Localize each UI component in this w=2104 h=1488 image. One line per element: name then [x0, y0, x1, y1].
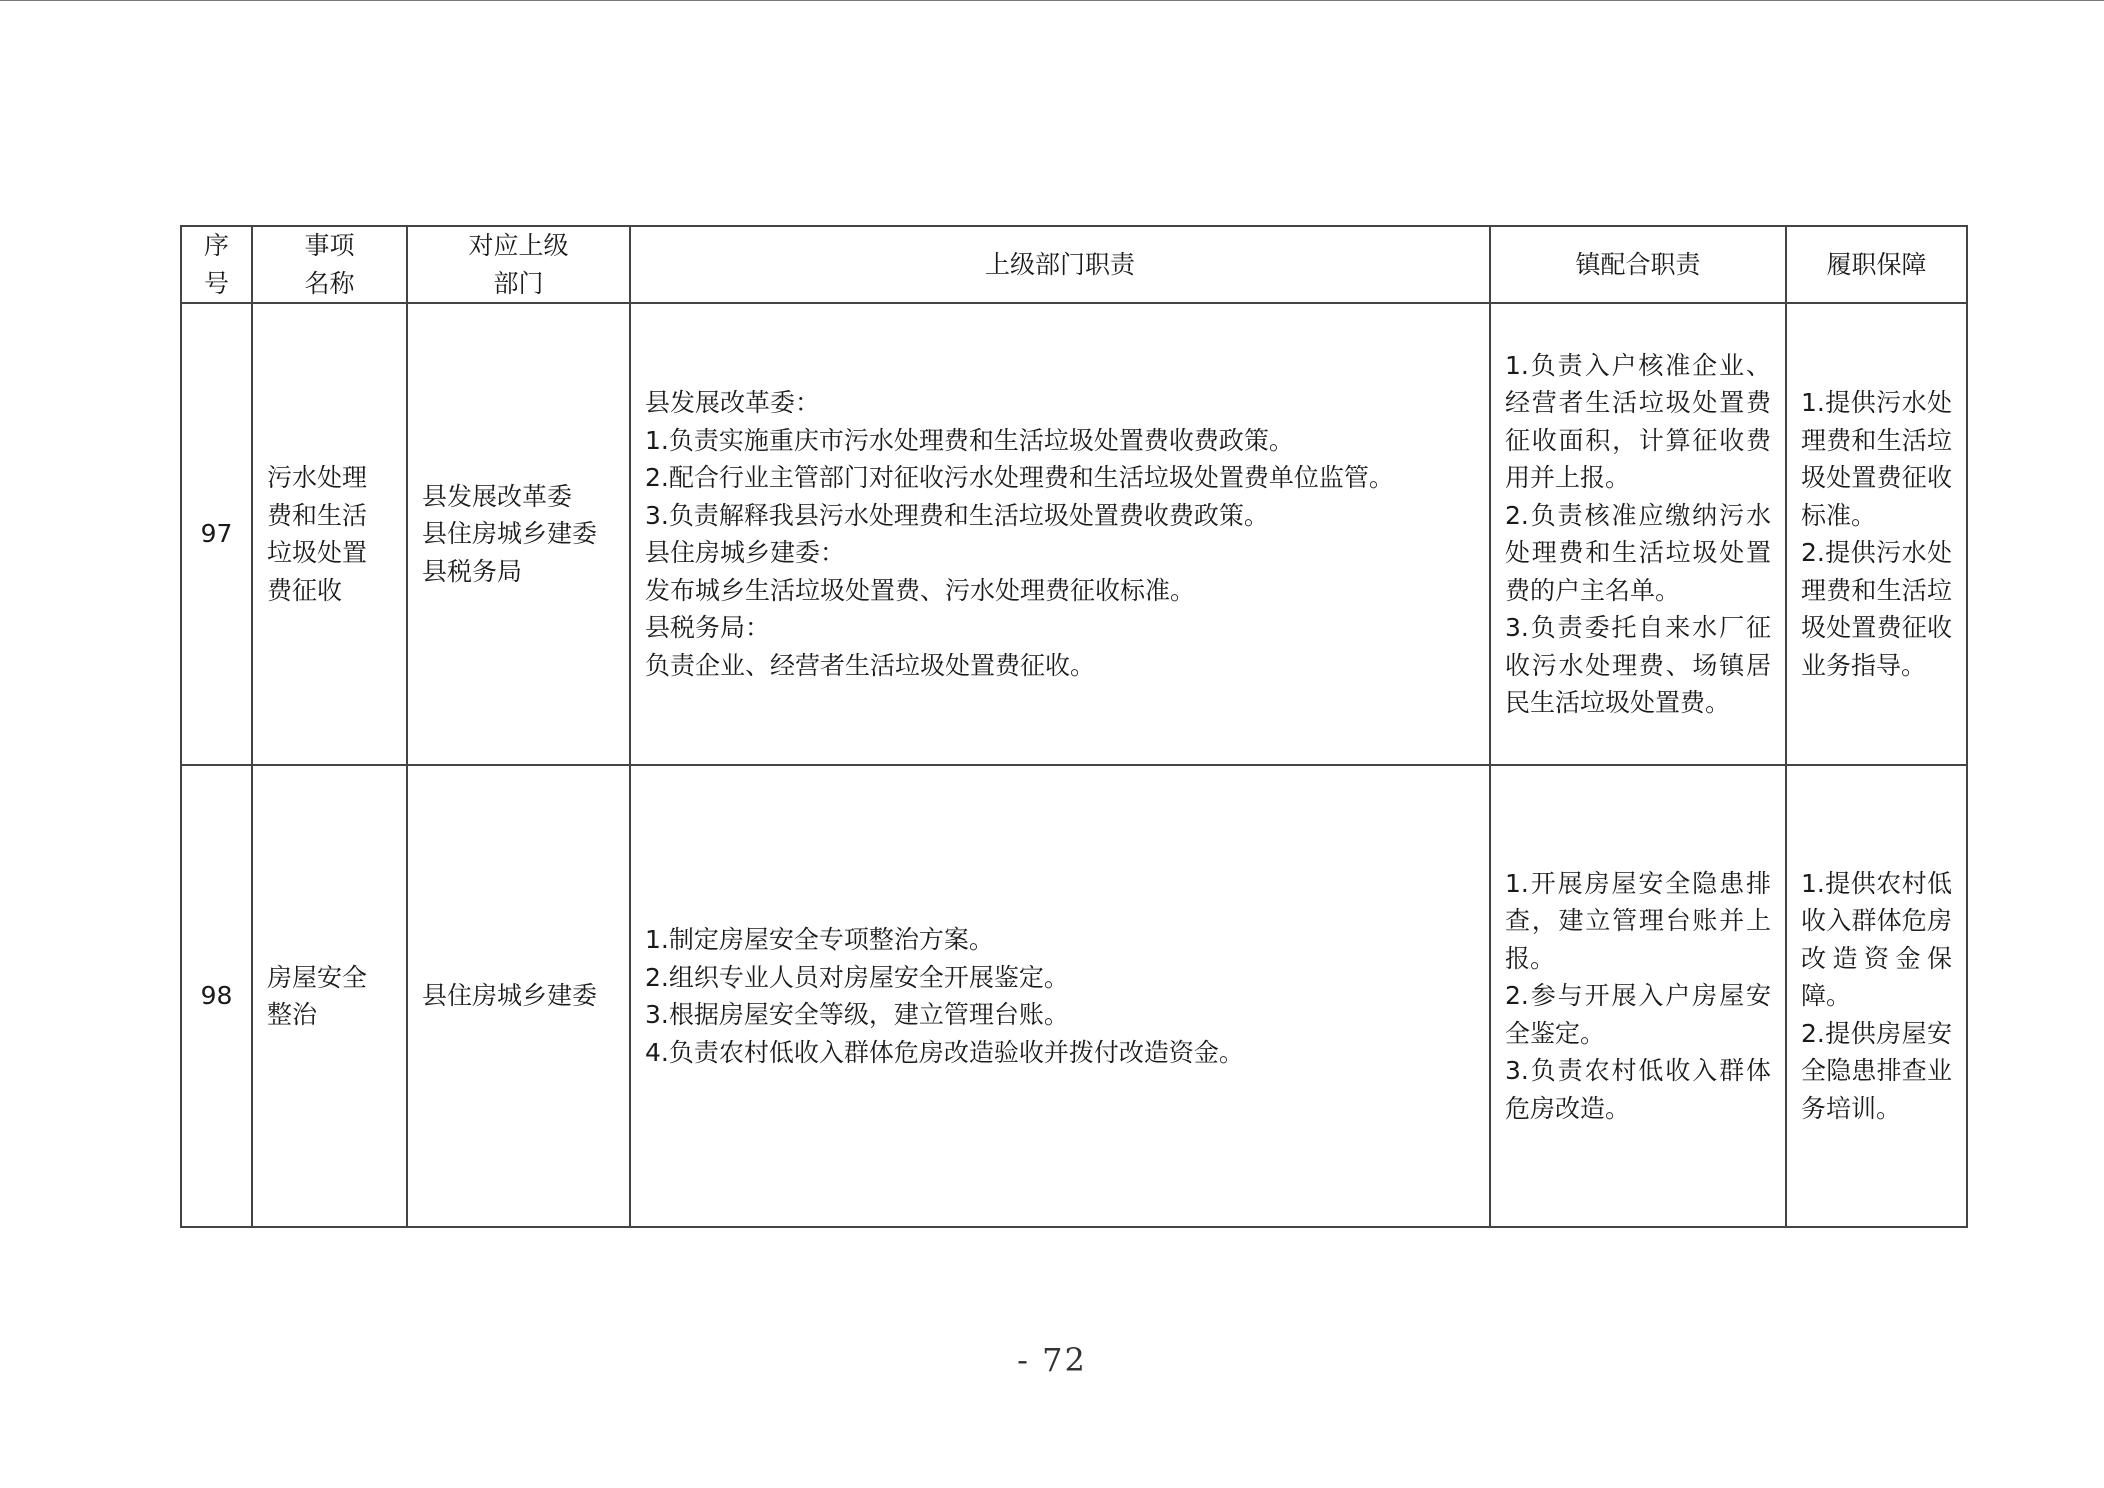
- row-guarantee: 1.提供污水处理费和生活垃圾处置费征收标准。 2.提供污水处理费和生活垃圾处置费征收业务指导。: [1786, 303, 1967, 765]
- table-row: [181, 765, 1967, 1227]
- header-index: 序 号: [181, 226, 252, 303]
- header-town-duties: 镇配合职责: [1490, 226, 1786, 303]
- row-item-name: 房屋安全 整治: [252, 765, 407, 1227]
- page-top-border: [0, 0, 2104, 1]
- row-index: 97: [181, 303, 252, 765]
- row-town-duties: 1.负责入户核准企业、经营者生活垃圾处置费征收面积，计算征收费用并上报。 2.负责核准应缴纳污水处理费和生活垃圾处置费的户主名单。 3.负责委托自来水厂征收污水处理费、场镇居民生活垃圾处置费。: [1490, 303, 1786, 765]
- row-superior-dept: 县住房城乡建委: [407, 765, 630, 1227]
- row-index: 98: [181, 765, 252, 1227]
- page-number: - 72: [1017, 1341, 1087, 1379]
- row-item-name: 污水处理 费和生活 垃圾处置 费征收: [252, 303, 407, 765]
- row-superior-duties: 1.制定房屋安全专项整治方案。 2.组织专业人员对房屋安全开展鉴定。 3.根据房屋安全等级，建立管理台账。 4.负责农村低收入群体危房改造验收并拨付改造资金。: [630, 765, 1490, 1227]
- header-superior-duties: 上级部门职责: [630, 226, 1490, 303]
- table-row: [181, 303, 1967, 765]
- duty-table: [180, 225, 1968, 1228]
- header-superior-dept: 对应上级 部门: [407, 226, 630, 303]
- header-guarantee: 履职保障: [1786, 226, 1967, 303]
- row-superior-duties: 县发展改革委： 1.负责实施重庆市污水处理费和生活垃圾处置费收费政策。 2.配合行业主管部门对征收污水处理费和生活垃圾处置费单位监管。 3.负责解释我县污水处理费和生活垃圾处置费收费政策。 县住房城乡建委： 发布城乡生活垃圾处置费、污水处理费征收标准。 县税务局： 负责企业、经营者生活垃圾处置费征收。: [630, 303, 1490, 765]
- row-guarantee: 1.提供农村低收入群体危房改造资金保障。 2.提供房屋安全隐患排查业务培训。: [1786, 765, 1967, 1227]
- table-header-row: [181, 226, 1967, 303]
- header-item-name: 事项 名称: [252, 226, 407, 303]
- row-superior-dept: 县发展改革委 县住房城乡建委 县税务局: [407, 303, 630, 765]
- row-town-duties: 1.开展房屋安全隐患排查，建立管理台账并上报。 2.参与开展入户房屋安全鉴定。 3.负责农村低收入群体危房改造。: [1490, 765, 1786, 1227]
